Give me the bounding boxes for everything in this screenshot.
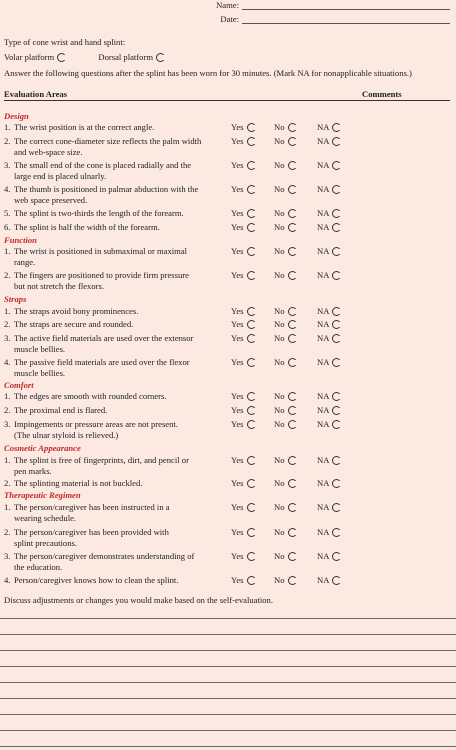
section-title: Straps bbox=[4, 294, 27, 304]
radio-icon[interactable] bbox=[288, 392, 297, 401]
yes-label: Yes bbox=[231, 419, 244, 429]
item-question bbox=[4, 222, 224, 233]
radio-icon[interactable] bbox=[288, 528, 297, 537]
radio-icon[interactable] bbox=[247, 271, 256, 280]
na-label: NA bbox=[317, 455, 330, 465]
na-option[interactable] bbox=[317, 419, 341, 430]
item-text: The small end of the cone is placed radially and the bbox=[14, 160, 192, 170]
item-number: 4. bbox=[4, 575, 11, 585]
na-label: NA bbox=[317, 419, 330, 429]
na-option[interactable] bbox=[317, 455, 341, 466]
radio-icon[interactable] bbox=[288, 479, 297, 488]
na-label: NA bbox=[317, 575, 330, 585]
item-number: 1. bbox=[4, 122, 11, 132]
na-option[interactable] bbox=[317, 136, 341, 147]
na-option[interactable] bbox=[317, 478, 341, 489]
no-option[interactable] bbox=[274, 270, 297, 281]
date-label: Date: bbox=[220, 14, 239, 24]
na-label: NA bbox=[317, 122, 330, 132]
yes-label: Yes bbox=[231, 575, 244, 585]
no-label: No bbox=[274, 222, 285, 232]
radio-icon[interactable] bbox=[332, 185, 341, 194]
radio-icon[interactable] bbox=[288, 456, 297, 465]
radio-icon[interactable] bbox=[332, 528, 341, 537]
section-title: Function bbox=[4, 235, 37, 245]
na-label: NA bbox=[317, 222, 330, 232]
item-number: 2. bbox=[4, 270, 11, 280]
no-option[interactable] bbox=[274, 208, 297, 219]
item-question bbox=[4, 208, 224, 219]
yes-label: Yes bbox=[231, 184, 244, 194]
na-label: NA bbox=[317, 319, 330, 329]
no-option[interactable] bbox=[274, 160, 297, 171]
item-text: The person/caregiver has been instructed in a bbox=[14, 502, 170, 512]
no-option[interactable] bbox=[274, 527, 297, 538]
item-text: pen marks. bbox=[14, 466, 52, 476]
yes-label: Yes bbox=[231, 405, 244, 415]
no-option[interactable] bbox=[274, 391, 297, 402]
name-field bbox=[216, 0, 450, 10]
radio-icon[interactable] bbox=[247, 123, 256, 132]
yes-option[interactable] bbox=[231, 319, 256, 330]
radio-icon[interactable] bbox=[332, 320, 341, 329]
yes-option[interactable] bbox=[231, 478, 256, 489]
item-number: 1. bbox=[4, 246, 11, 256]
na-option[interactable] bbox=[317, 222, 341, 233]
radio-icon[interactable] bbox=[332, 456, 341, 465]
na-label: NA bbox=[317, 246, 330, 256]
item-text: muscle bellies. bbox=[14, 368, 66, 378]
no-label: No bbox=[274, 478, 285, 488]
yes-option[interactable] bbox=[231, 122, 256, 133]
no-option[interactable] bbox=[274, 222, 297, 233]
radio-icon[interactable] bbox=[332, 392, 341, 401]
yes-label: Yes bbox=[231, 270, 244, 280]
radio-icon[interactable] bbox=[332, 123, 341, 132]
item-text: range. bbox=[14, 257, 36, 267]
yes-label: Yes bbox=[231, 222, 244, 232]
no-option[interactable] bbox=[274, 478, 297, 489]
no-option[interactable] bbox=[274, 575, 297, 586]
item-text: The correct cone-diameter size reflects the palm width bbox=[14, 136, 202, 146]
item-question bbox=[4, 527, 224, 549]
radio-icon[interactable] bbox=[247, 137, 256, 146]
yes-label: Yes bbox=[231, 551, 244, 561]
yes-label: Yes bbox=[231, 136, 244, 146]
yes-option[interactable] bbox=[231, 419, 256, 430]
yes-label: Yes bbox=[231, 122, 244, 132]
no-label: No bbox=[274, 246, 285, 256]
section-title: Cosmetic Appearance bbox=[4, 443, 81, 453]
no-option[interactable] bbox=[274, 502, 297, 513]
radio-icon[interactable] bbox=[332, 576, 341, 585]
yes-label: Yes bbox=[231, 160, 244, 170]
radio-icon[interactable] bbox=[247, 406, 256, 415]
item-number: 2. bbox=[4, 319, 11, 329]
item-question bbox=[4, 405, 224, 416]
na-label: NA bbox=[317, 208, 330, 218]
item-number: 3. bbox=[4, 551, 11, 561]
na-label: NA bbox=[317, 502, 330, 512]
item-text: Person/caregiver knows how to clean the splint. bbox=[14, 575, 179, 585]
item-text: muscle bellies. bbox=[14, 344, 66, 354]
na-option[interactable] bbox=[317, 184, 341, 195]
no-option[interactable] bbox=[274, 419, 297, 430]
item-question bbox=[4, 306, 224, 317]
item-text: large end is placed ulnarly. bbox=[14, 171, 107, 181]
no-label: No bbox=[274, 333, 285, 343]
na-label: NA bbox=[317, 136, 330, 146]
dorsal-platform-option[interactable]: Dorsal platform bbox=[98, 52, 165, 62]
item-text: The wrist position is at the correct angle. bbox=[14, 122, 155, 132]
item-question bbox=[4, 502, 224, 524]
item-number: 2. bbox=[4, 527, 11, 537]
yes-label: Yes bbox=[231, 478, 244, 488]
no-label: No bbox=[274, 184, 285, 194]
yes-option[interactable] bbox=[231, 270, 256, 281]
no-option[interactable] bbox=[274, 246, 297, 257]
na-option[interactable] bbox=[317, 575, 341, 586]
no-label: No bbox=[274, 136, 285, 146]
yes-label: Yes bbox=[231, 208, 244, 218]
yes-option[interactable] bbox=[231, 502, 256, 513]
na-option[interactable] bbox=[317, 319, 341, 330]
item-text: The person/caregiver demonstrates understanding of bbox=[14, 551, 195, 561]
item-number: 2. bbox=[4, 136, 11, 146]
radio-icon[interactable] bbox=[247, 161, 256, 170]
radio-icon[interactable] bbox=[247, 456, 256, 465]
na-option[interactable] bbox=[317, 160, 341, 171]
radio-icon[interactable] bbox=[288, 406, 297, 415]
no-label: No bbox=[274, 419, 285, 429]
item-number: 2. bbox=[4, 478, 11, 488]
yes-option[interactable] bbox=[231, 184, 256, 195]
item-question bbox=[4, 357, 224, 379]
writing-line[interactable] bbox=[0, 730, 456, 731]
writing-line[interactable] bbox=[0, 698, 456, 699]
section-title: Design bbox=[4, 111, 29, 121]
evaluation-header bbox=[4, 89, 450, 101]
na-option[interactable] bbox=[317, 246, 341, 257]
yes-option[interactable] bbox=[231, 391, 256, 402]
na-label: NA bbox=[317, 551, 330, 561]
radio-icon[interactable] bbox=[247, 479, 256, 488]
date-input-line[interactable] bbox=[242, 14, 450, 24]
yes-option[interactable] bbox=[231, 160, 256, 171]
no-label: No bbox=[274, 527, 285, 537]
radio-icon[interactable] bbox=[332, 271, 341, 280]
no-label: No bbox=[274, 575, 285, 585]
radio-icon[interactable] bbox=[247, 185, 256, 194]
radio-icon[interactable] bbox=[288, 161, 297, 170]
item-question bbox=[4, 455, 224, 477]
item-text: The splint is half the width of the forearm. bbox=[14, 222, 160, 232]
radio-icon[interactable] bbox=[57, 53, 66, 62]
evaluation-areas-heading: Evaluation Areas bbox=[4, 89, 68, 99]
item-number: 2. bbox=[4, 405, 11, 415]
item-question bbox=[4, 478, 224, 489]
writing-line[interactable] bbox=[0, 746, 456, 747]
item-question bbox=[4, 270, 224, 292]
radio-icon[interactable] bbox=[332, 247, 341, 256]
writing-line[interactable] bbox=[0, 634, 456, 635]
na-option[interactable] bbox=[317, 333, 341, 344]
radio-icon[interactable] bbox=[332, 223, 341, 232]
item-text: (The ulnar styloid is relieved.) bbox=[14, 430, 119, 440]
na-label: NA bbox=[317, 160, 330, 170]
item-text: The person/caregiver has been provided with bbox=[14, 527, 169, 537]
no-option[interactable] bbox=[274, 184, 297, 195]
radio-icon[interactable] bbox=[288, 503, 297, 512]
radio-icon[interactable] bbox=[332, 161, 341, 170]
no-label: No bbox=[274, 357, 285, 367]
radio-icon[interactable] bbox=[332, 406, 341, 415]
item-question bbox=[4, 160, 224, 182]
radio-icon[interactable] bbox=[247, 247, 256, 256]
item-number: 1. bbox=[4, 455, 11, 465]
item-number: 4. bbox=[4, 184, 11, 194]
item-number: 3. bbox=[4, 333, 11, 343]
item-question bbox=[4, 246, 224, 268]
item-text: The edges are smooth with rounded corners. bbox=[14, 391, 167, 401]
na-option[interactable] bbox=[317, 122, 341, 133]
no-label: No bbox=[274, 502, 285, 512]
na-label: NA bbox=[317, 270, 330, 280]
yes-label: Yes bbox=[231, 357, 244, 367]
item-text: but not stretch the flexors. bbox=[14, 281, 104, 291]
no-option[interactable] bbox=[274, 333, 297, 344]
item-number: 1. bbox=[4, 306, 11, 316]
item-text: The splinting material is not buckled. bbox=[14, 478, 143, 488]
radio-icon[interactable] bbox=[332, 137, 341, 146]
yes-label: Yes bbox=[231, 319, 244, 329]
radio-icon[interactable] bbox=[288, 123, 297, 132]
na-option[interactable] bbox=[317, 391, 341, 402]
radio-icon[interactable] bbox=[247, 528, 256, 537]
radio-icon[interactable] bbox=[247, 358, 256, 367]
yes-option[interactable] bbox=[231, 455, 256, 466]
writing-line[interactable] bbox=[0, 618, 456, 619]
yes-option[interactable] bbox=[231, 306, 256, 317]
na-option[interactable] bbox=[317, 357, 341, 368]
no-label: No bbox=[274, 455, 285, 465]
radio-icon[interactable] bbox=[247, 503, 256, 512]
yes-option[interactable] bbox=[231, 575, 256, 586]
item-text: The fingers are positioned to provide firm pressure bbox=[14, 270, 189, 280]
na-option[interactable] bbox=[317, 527, 341, 538]
radio-icon[interactable] bbox=[332, 358, 341, 367]
item-question bbox=[4, 391, 224, 402]
radio-icon[interactable] bbox=[288, 320, 297, 329]
yes-option[interactable] bbox=[231, 551, 256, 562]
na-label: NA bbox=[317, 333, 330, 343]
item-text: web space preserved. bbox=[14, 195, 88, 205]
no-label: No bbox=[274, 208, 285, 218]
radio-icon[interactable] bbox=[247, 223, 256, 232]
yes-label: Yes bbox=[231, 246, 244, 256]
radio-icon[interactable] bbox=[247, 576, 256, 585]
radio-icon[interactable] bbox=[332, 420, 341, 429]
item-number: 3. bbox=[4, 419, 11, 429]
yes-option[interactable] bbox=[231, 405, 256, 416]
radio-icon[interactable] bbox=[247, 392, 256, 401]
discuss-prompt: Discuss adjustments or changes you would make based on the self-evaluation. bbox=[4, 595, 273, 605]
instructions: Answer the following questions after the splint has been worn for 30 minutes. (Mark NA for nonapplicable situations.) bbox=[4, 68, 412, 78]
item-number: 6. bbox=[4, 222, 11, 232]
radio-icon[interactable] bbox=[288, 334, 297, 343]
item-text: The splint is free of fingerprints, dirt, and pencil or bbox=[14, 455, 189, 465]
item-text: and web-space size. bbox=[14, 147, 83, 157]
radio-icon[interactable] bbox=[288, 137, 297, 146]
item-text: The splint is two-thirds the length of the forearm. bbox=[14, 208, 184, 218]
radio-icon[interactable] bbox=[332, 209, 341, 218]
yes-label: Yes bbox=[231, 333, 244, 343]
na-label: NA bbox=[317, 306, 330, 316]
no-label: No bbox=[274, 160, 285, 170]
yes-label: Yes bbox=[231, 455, 244, 465]
splint-type-label: Type of cone wrist and hand splint: bbox=[4, 37, 126, 47]
name-label: Name: bbox=[216, 0, 239, 10]
item-number: 4. bbox=[4, 357, 11, 367]
na-label: NA bbox=[317, 391, 330, 401]
writing-line[interactable] bbox=[0, 650, 456, 651]
item-question bbox=[4, 184, 224, 206]
item-text: The straps are secure and rounded. bbox=[14, 319, 134, 329]
item-number: 3. bbox=[4, 160, 11, 170]
radio-icon[interactable] bbox=[288, 552, 297, 561]
radio-icon[interactable] bbox=[332, 503, 341, 512]
radio-icon[interactable] bbox=[288, 307, 297, 316]
radio-icon[interactable] bbox=[247, 209, 256, 218]
na-option[interactable] bbox=[317, 502, 341, 513]
radio-icon[interactable] bbox=[288, 223, 297, 232]
writing-line[interactable] bbox=[0, 682, 456, 683]
writing-line[interactable] bbox=[0, 666, 456, 667]
item-question bbox=[4, 575, 224, 586]
radio-icon[interactable] bbox=[332, 552, 341, 561]
no-label: No bbox=[274, 306, 285, 316]
comments-heading: Comments bbox=[362, 89, 402, 99]
no-label: No bbox=[274, 391, 285, 401]
radio-icon[interactable] bbox=[247, 307, 256, 316]
no-option[interactable] bbox=[274, 551, 297, 562]
item-text: splint precautions. bbox=[14, 538, 78, 548]
na-label: NA bbox=[317, 478, 330, 488]
no-option[interactable] bbox=[274, 405, 297, 416]
na-label: NA bbox=[317, 527, 330, 537]
radio-icon[interactable] bbox=[332, 307, 341, 316]
radio-icon[interactable] bbox=[332, 334, 341, 343]
no-option[interactable] bbox=[274, 455, 297, 466]
item-text: The thumb is positioned in palmar abduction with the bbox=[14, 184, 199, 194]
item-text: Impingements or pressure areas are not present. bbox=[14, 419, 178, 429]
yes-option[interactable] bbox=[231, 222, 256, 233]
radio-icon[interactable] bbox=[247, 320, 256, 329]
radio-icon[interactable] bbox=[288, 209, 297, 218]
item-question bbox=[4, 551, 224, 573]
radio-icon[interactable] bbox=[288, 576, 297, 585]
radio-icon[interactable] bbox=[247, 552, 256, 561]
radio-icon[interactable] bbox=[332, 479, 341, 488]
na-option[interactable] bbox=[317, 306, 341, 317]
platform-options bbox=[4, 52, 195, 63]
item-text: the education. bbox=[14, 562, 63, 572]
yes-option[interactable] bbox=[231, 136, 256, 147]
no-label: No bbox=[274, 551, 285, 561]
radio-icon[interactable] bbox=[288, 247, 297, 256]
name-input-line[interactable] bbox=[242, 0, 450, 10]
no-option[interactable] bbox=[274, 306, 297, 317]
radio-icon[interactable] bbox=[247, 334, 256, 343]
item-question bbox=[4, 319, 224, 330]
item-number: 1. bbox=[4, 502, 11, 512]
section-title: Comfort bbox=[4, 380, 34, 390]
yes-label: Yes bbox=[231, 306, 244, 316]
item-text: The passive field materials are used over the flexor bbox=[14, 357, 190, 367]
item-text: The wrist is positioned in submaximal or maximal bbox=[14, 246, 188, 256]
radio-icon[interactable] bbox=[288, 358, 297, 367]
na-option[interactable] bbox=[317, 270, 341, 281]
item-question bbox=[4, 419, 224, 441]
no-option[interactable] bbox=[274, 357, 297, 368]
writing-line[interactable] bbox=[0, 714, 456, 715]
no-label: No bbox=[274, 270, 285, 280]
volar-platform-option[interactable]: Volar platform bbox=[4, 52, 66, 62]
item-text: wearing schedule. bbox=[14, 513, 77, 523]
item-number: 1. bbox=[4, 391, 11, 401]
na-label: NA bbox=[317, 405, 330, 415]
item-question bbox=[4, 122, 224, 133]
yes-option[interactable] bbox=[231, 208, 256, 219]
no-option[interactable] bbox=[274, 319, 297, 330]
yes-option[interactable] bbox=[231, 246, 256, 257]
no-option[interactable] bbox=[274, 122, 297, 133]
radio-icon[interactable] bbox=[288, 420, 297, 429]
yes-label: Yes bbox=[231, 527, 244, 537]
item-text: The straps avoid bony prominences. bbox=[14, 306, 139, 316]
yes-label: Yes bbox=[231, 391, 244, 401]
section-title: Therapeutic Regimen bbox=[4, 490, 81, 500]
item-number: 5. bbox=[4, 208, 11, 218]
item-text: The proximal end is flared. bbox=[14, 405, 108, 415]
item-question bbox=[4, 333, 224, 355]
radio-icon[interactable] bbox=[247, 420, 256, 429]
no-label: No bbox=[274, 405, 285, 415]
yes-label: Yes bbox=[231, 502, 244, 512]
radio-icon[interactable] bbox=[156, 53, 165, 62]
no-label: No bbox=[274, 122, 285, 132]
radio-icon[interactable] bbox=[288, 271, 297, 280]
no-option[interactable] bbox=[274, 136, 297, 147]
na-option[interactable] bbox=[317, 208, 341, 219]
item-text: The active field materials are used over the extensor bbox=[14, 333, 194, 343]
yes-option[interactable] bbox=[231, 527, 256, 538]
item-question bbox=[4, 136, 224, 158]
radio-icon[interactable] bbox=[288, 185, 297, 194]
date-field bbox=[220, 14, 450, 24]
na-option[interactable] bbox=[317, 551, 341, 562]
na-option[interactable] bbox=[317, 405, 341, 416]
no-label: No bbox=[274, 319, 285, 329]
na-label: NA bbox=[317, 184, 330, 194]
na-label: NA bbox=[317, 357, 330, 367]
yes-option[interactable] bbox=[231, 357, 256, 368]
yes-option[interactable] bbox=[231, 333, 256, 344]
